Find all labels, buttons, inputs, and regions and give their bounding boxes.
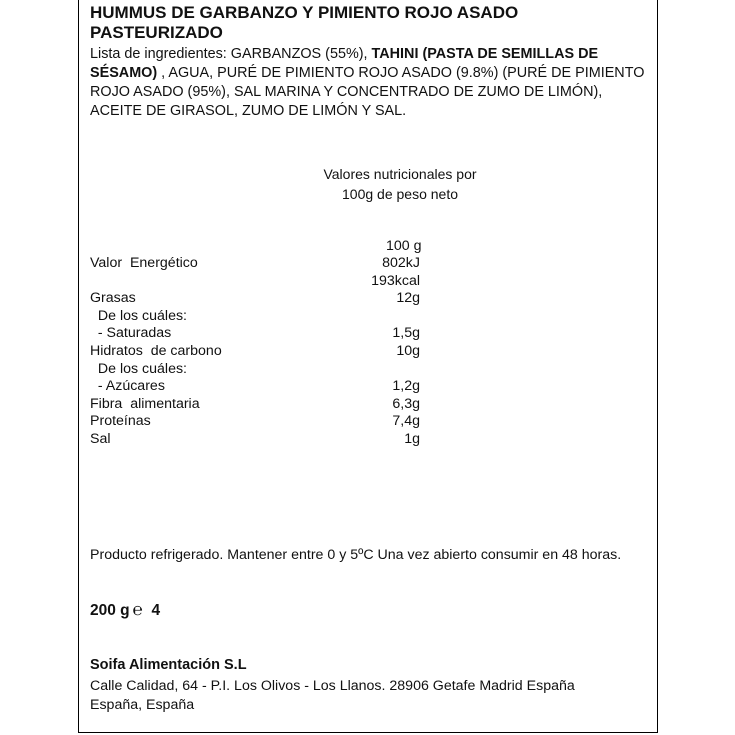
nutrition-row-label: Hidratos de carbono [90, 343, 222, 359]
nutrition-row-value: 802kJ [382, 255, 420, 271]
nutrition-header-line2: 100g de peso neto [342, 186, 458, 202]
nutrition-row-label: Fibra alimentaria [90, 395, 200, 412]
nutrition-row-value: 7,4g [392, 413, 420, 430]
net-weight: 200 g [90, 602, 130, 619]
nutrition-row-label: De los cuáles: [90, 307, 187, 324]
nutrition-row-value: 12g [396, 290, 420, 307]
product-title-line1: HUMMUS DE GARBANZO Y PIMIENTO ROJO ASADO [90, 3, 519, 22]
nutrition-row-label: - Azúcares [90, 378, 165, 395]
company-name: Soifa Alimentación S.L [90, 657, 247, 673]
company-address-line2: España, España [90, 697, 195, 713]
nutrition-row-value: 10g [396, 343, 420, 359]
ingredients-rest: , AGUA, PURÉ DE PIMIENTO ROJO ASADO (9.8%) (PURÉ DE PIMIENTO ROJO ASADO (95%), SAL MARINA Y CONCENTRADO DE ZUMO DE LIMÓN), ACEITE DE GIRASOL, ZUMO DE LIMÓN Y SAL. [90, 65, 645, 119]
company-address-line1: Calle Calidad, 64 - P.I. Los Olivos - Los Llanos. 28906 Getafe Madrid España [90, 678, 575, 694]
ingredients-allergen: TAHINI (PASTA DE SEMILLAS DE SÉSAMO) [90, 46, 599, 81]
storage-note: Producto refrigerado. Mantener entre 0 y 5ºC Una vez abierto consumir en 48 horas. [90, 547, 622, 563]
portions: 4 [151, 602, 161, 619]
net-quantity [90, 600, 160, 620]
nutrition-row-value: 193kcal [371, 272, 420, 289]
nutrition-row-label: Sal [90, 431, 111, 447]
nutrition-row-label: De los cuáles: [90, 360, 187, 377]
nutrition-row-label: Grasas [90, 290, 136, 307]
nutrition-row-value: 1g [404, 431, 420, 447]
estimated-sign-icon: ℮ [132, 600, 143, 619]
nutrition-row-label: Proteínas [90, 413, 151, 430]
nutrition-row-label: - Saturadas [90, 325, 172, 342]
nutrition-row-value: 6,3g [392, 395, 420, 412]
nutrition-row-value: 1,2g [392, 378, 420, 395]
nutrition-column-header: 100 g [386, 238, 422, 254]
nutrition-row-value: 1,5g [392, 325, 420, 342]
product-title-line2: PASTEURIZADO [90, 23, 223, 42]
ingredients-prefix: Lista de ingredientes: GARBANZOS (55%), [90, 46, 368, 62]
nutrition-header-line1: Valores nutricionales por [323, 166, 477, 182]
ingredients-list [90, 45, 650, 121]
nutrition-row-label: Valor Energético [90, 255, 198, 271]
